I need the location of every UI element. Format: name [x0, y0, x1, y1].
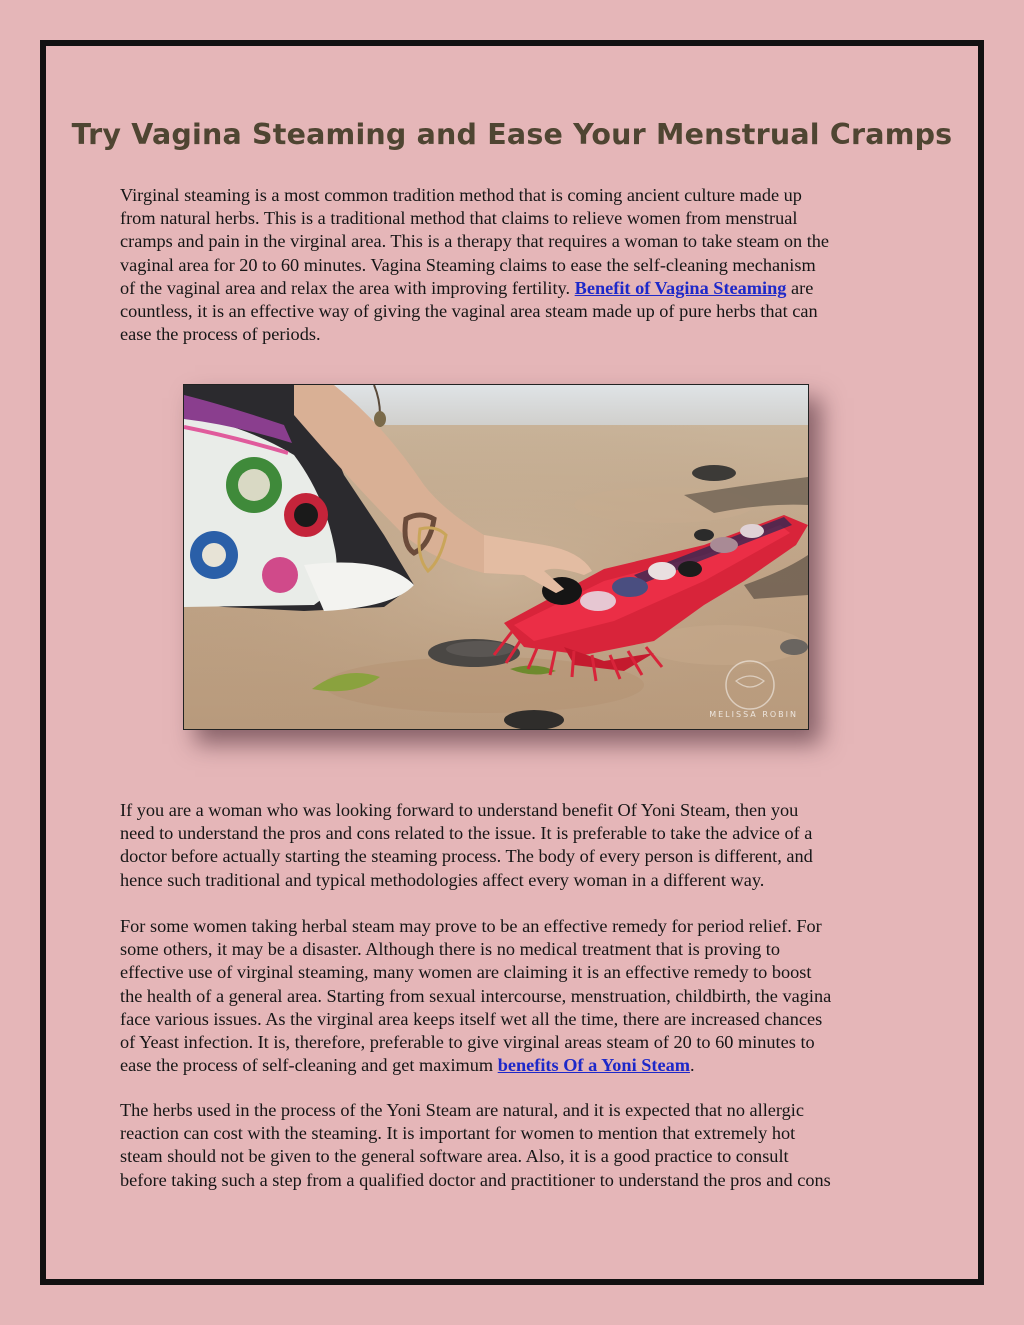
benefit-of-vagina-steaming-link[interactable]: Benefit of Vagina Steaming [574, 277, 787, 298]
paragraph-herbal-steam: For some women taking herbal steam may prove to be an effective remedy for period relief. For some others, it may be a disaster. Although there is no medical treatment that is proving to effective use of virginal steaming, many women are claiming it is an effective remedy to boost the health of a general area. Starting from sexual intercourse, menstruation, childbirth, the vagina face various issues. As the virginal area keeps itself wet all the time, there are increased chances of Yeast infection. It is, therefore, preferable to give virginal areas steam of 20 to 60 minutes to ease the process of self-cleaning and get maximum benefits Of a Yoni Steam. [120, 916, 832, 1076]
page-title: Try Vagina Steaming and Ease Your Menstrual Cramps [71, 118, 953, 151]
photo-illustration [184, 385, 808, 729]
paragraph-herbs: The herbs used in the process of the Yoni Steam are natural, and it is expected that no allergic reaction can cost with the steaming. It is important for women to mention that extremely hot steam should not be given to the general software area. Also, it is a good practice to consult before taking such a step from a qualified doctor and practitioner to understand the pros and cons [120, 1100, 831, 1190]
paragraph-intro: Virginal steaming is a most common tradition method that is coming ancient culture made up from natural herbs. This is a traditional method that claims to relieve women from menstrual cramps and pain in the virginal area. This is a therapy that requires a woman to take steam on the vaginal area for 20 to 60 minutes. Vagina Steaming claims to ease the self-cleaning mechanism of the vaginal area and relax the area with improving fertility. Benefit of Vagina Steaming are countless, it is an effective way of giving the vaginal area steam made up of pure herbs that can ease the process of periods. [120, 185, 830, 345]
benefits-of-a-yoni-steam-link[interactable]: benefits Of a Yoni Steam [497, 1055, 690, 1076]
beach-stones-photo [183, 384, 809, 730]
photo-watermark: MELISSA ROBIN [709, 710, 798, 719]
paragraph-yoni-steam: If you are a woman who was looking forward to understand benefit Of Yoni Steam, then you need to understand the pros and cons related to the issue. It is preferable to take the advice of a doctor before actually starting the steaming process. The body of every person is different, and hence such traditional and typical methodologies affect every woman in a different way. [120, 800, 813, 890]
